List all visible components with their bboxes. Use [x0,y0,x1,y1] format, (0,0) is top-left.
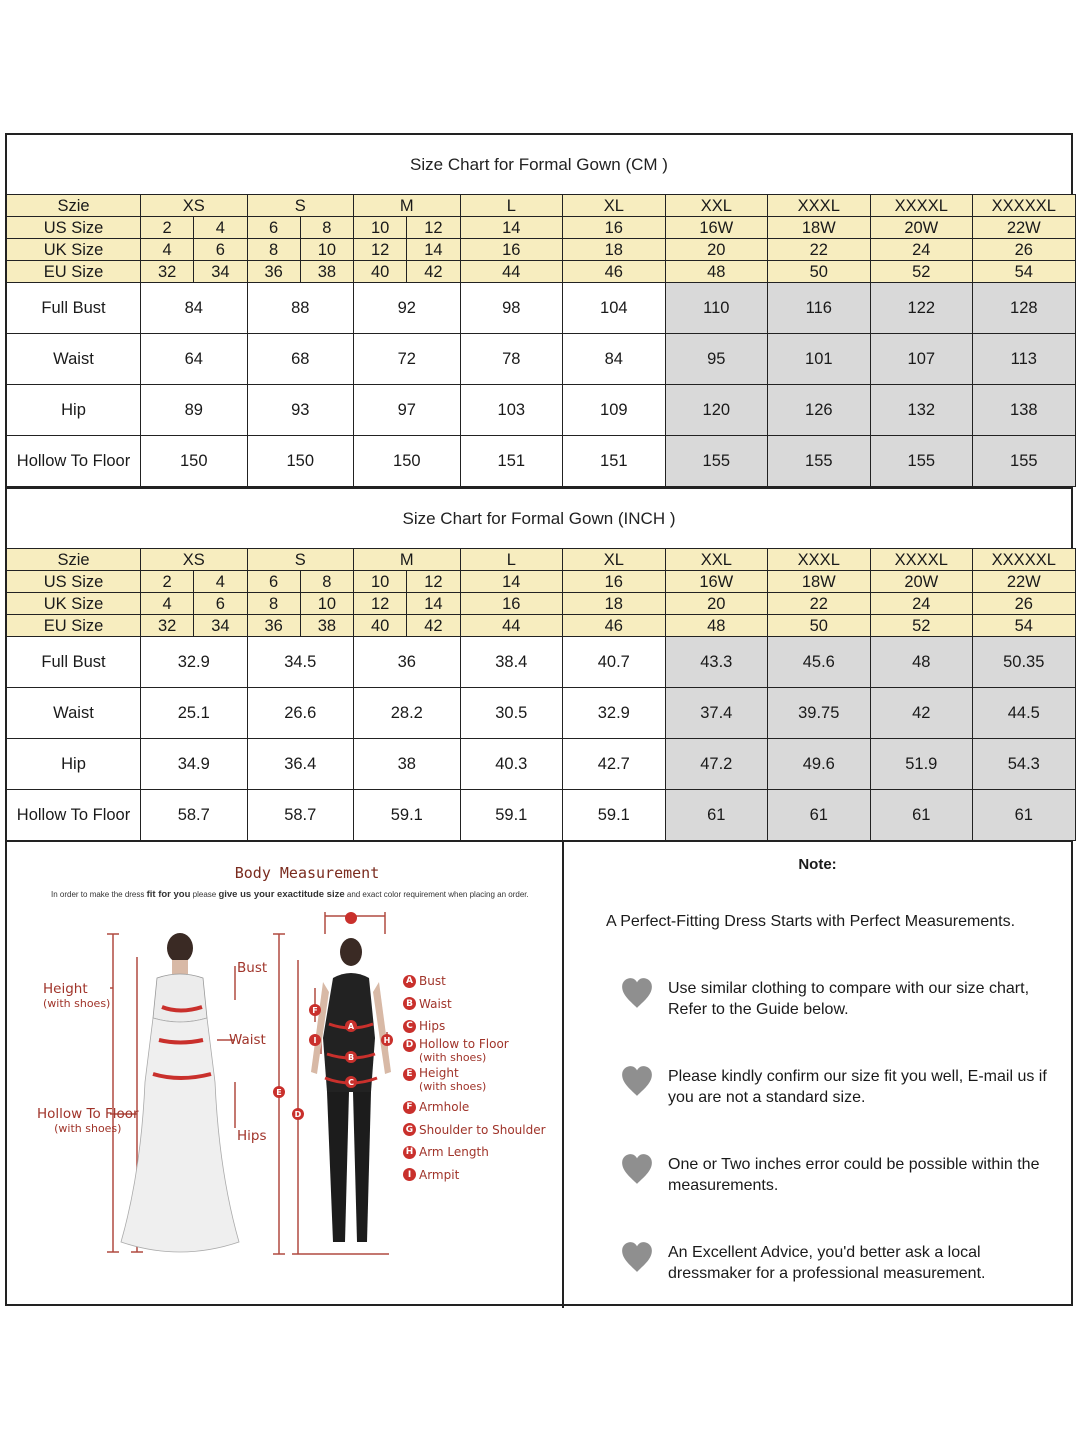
cm-size-table [6,194,1076,487]
measurement-value: 30.5 [460,688,563,739]
size-cell: 4 [141,239,194,261]
size-cell: 34 [194,615,247,637]
measurement-value: 122 [870,283,973,334]
measurement-value: 95 [665,334,768,385]
size-cell: XL [563,195,666,217]
svg-text:F: F [312,1006,318,1015]
legend-text: Bust [419,974,446,989]
size-cell: 24 [870,239,973,261]
size-cell: 46 [563,615,666,637]
measurement-value: 59.1 [563,790,666,841]
size-cell: 14 [460,571,563,593]
cm-chart-title: Size Chart for Formal Gown (CM ) [410,154,668,174]
svg-text:C: C [348,1078,354,1087]
measurement-label: Waist [7,334,141,385]
legend-item [403,970,546,993]
legend-item [403,1038,546,1067]
size-cell: 14 [460,217,563,239]
size-cell: 16W [665,571,768,593]
size-cell: 38 [300,615,353,637]
measurement-value: 58.7 [141,790,248,841]
size-cell: L [460,549,563,571]
size-cell: 8 [247,239,300,261]
measurement-value: 110 [665,283,768,334]
size-cell: XXXL [768,549,871,571]
size-header-row [7,217,1076,239]
body-measurement-subtitle: In order to make the dress fit for you please give us your exactitude size and exact color requirement when placing an order. [51,889,529,900]
measurement-value: 138 [973,385,1076,436]
measurement-row [7,436,1076,487]
size-cell: 20W [870,571,973,593]
measurement-label: Full Bust [7,283,141,334]
size-cell: 12 [354,593,407,615]
size-cell: 18W [768,217,871,239]
measurement-value: 120 [665,385,768,436]
row-label: EU Size [7,261,141,283]
row-label: EU Size [7,615,141,637]
size-cell: 24 [870,593,973,615]
size-header-row [7,195,1076,217]
legend-letter: G [403,1123,416,1136]
measurement-value: 26.6 [247,688,354,739]
size-cell: M [354,549,461,571]
size-cell: 16 [460,239,563,261]
size-cell: XXXXXL [973,195,1076,217]
size-header-row [7,615,1076,637]
measurement-row [7,283,1076,334]
size-cell: XXXXXL [973,549,1076,571]
measurement-value: 36.4 [247,739,354,790]
legend-letter: D [403,1039,416,1052]
size-cell: 42 [407,261,460,283]
size-cell: 26 [973,593,1076,615]
heart-icon [620,976,654,1010]
measurement-value: 32.9 [141,637,248,688]
measurement-value: 155 [870,436,973,487]
row-label: US Size [7,217,141,239]
size-cell: 2 [141,571,194,593]
measurement-label: Waist [7,688,141,739]
size-cell: 14 [407,239,460,261]
size-cell: 16 [563,571,666,593]
measurement-value: 34.5 [247,637,354,688]
size-cell: 36 [247,261,300,283]
measurement-label: Hip [7,385,141,436]
measurement-value: 89 [141,385,248,436]
size-cell: 22W [973,571,1076,593]
measurement-value: 61 [665,790,768,841]
size-cell: 8 [300,217,353,239]
size-cell: 40 [354,615,407,637]
measurement-value: 43.3 [665,637,768,688]
body-measurement-panel [7,842,564,1308]
size-cell: 10 [300,593,353,615]
size-cell: 48 [665,261,768,283]
measurement-value: 59.1 [354,790,461,841]
size-cell: 20 [665,593,768,615]
measurement-value: 64 [141,334,248,385]
measurement-value: 50.35 [973,637,1076,688]
size-cell: 4 [194,217,247,239]
legend-text: Shoulder to Shoulder [419,1122,546,1137]
size-cell: 20W [870,217,973,239]
size-cell: 10 [354,571,407,593]
note-item: One or Two inches error could be possible within the measurements. [668,1156,1040,1194]
measurement-value: 59.1 [460,790,563,841]
measurement-value: 47.2 [665,739,768,790]
measurement-value: 42 [870,688,973,739]
size-cell: 32 [141,261,194,283]
measurement-value: 38.4 [460,637,563,688]
inch-size-table [6,548,1076,841]
size-cell: 50 [768,261,871,283]
size-cell: XXXXL [870,549,973,571]
measurement-value: 61 [768,790,871,841]
size-cell: 8 [300,571,353,593]
measurement-value: 84 [141,283,248,334]
size-cell: 4 [194,571,247,593]
size-cell: 36 [247,615,300,637]
size-cell: 22 [768,593,871,615]
heart-icon [620,1064,654,1098]
size-cell: 6 [194,239,247,261]
measurement-value: 132 [870,385,973,436]
legend-text: Armhole [419,1100,470,1115]
bottom-panels [7,840,1071,1308]
bust-label: Bust [237,960,268,976]
legend-item [403,993,546,1016]
size-cell: 20 [665,239,768,261]
measurement-value: 48 [870,637,973,688]
note-item: Please kindly confirm our size fit you well, E-mail us if you are not a standard size. [668,1068,1047,1106]
legend-letter: F [403,1101,416,1114]
measurement-value: 116 [768,283,871,334]
measurement-value: 61 [870,790,973,841]
measurement-value: 54.3 [973,739,1076,790]
note-lead: A Perfect-Fitting Dress Starts with Perfect Measurements. [606,913,1016,930]
size-cell: 6 [194,593,247,615]
note-panel [564,842,1071,1308]
measurement-value: 93 [247,385,354,436]
measurement-value: 37.4 [665,688,768,739]
legend-letter: A [403,975,416,988]
size-cell: 54 [973,615,1076,637]
measurement-value: 36 [354,637,461,688]
size-cell: 12 [407,217,460,239]
measurement-value: 44.5 [973,688,1076,739]
size-cell: 50 [768,615,871,637]
measurement-value: 150 [141,436,248,487]
legend-item [403,1067,546,1096]
model2-head [340,938,362,966]
size-header-row [7,593,1076,615]
heart-icon [620,1152,654,1186]
note-item: An Excellent Advice, you'd better ask a local dressmaker for a professional measurement. [668,1244,986,1282]
legend-item [403,1118,546,1141]
measurement-value: 34.9 [141,739,248,790]
row-label: UK Size [7,593,141,615]
model-head [167,933,193,963]
size-cell: 18 [563,239,666,261]
measurement-value: 155 [768,436,871,487]
measurement-value: 72 [354,334,461,385]
measurement-label: Hip [7,739,141,790]
size-cell: XL [563,549,666,571]
measurement-value: 61 [973,790,1076,841]
size-cell: 8 [247,593,300,615]
measurement-value: 104 [563,283,666,334]
cm-section [7,135,1071,487]
size-header-row [7,549,1076,571]
measurement-row [7,688,1076,739]
size-cell: XXL [665,195,768,217]
measurement-row [7,739,1076,790]
size-cell: XXXXL [870,195,973,217]
row-label: Szie [7,549,141,571]
legend-letter: C [403,1020,416,1033]
legend-text: Hips [419,1019,446,1034]
svg-text:B: B [347,1053,355,1062]
legend-text: Height (with shoes) [419,1065,487,1093]
legend-text: Hollow to Floor (with shoes) [419,1036,509,1064]
measurement-value: 84 [563,334,666,385]
measurement-value: 92 [354,283,461,334]
measurement-value: 155 [973,436,1076,487]
size-cell: 46 [563,261,666,283]
measurement-value: 151 [460,436,563,487]
measurement-value: 25.1 [141,688,248,739]
measurement-value: 68 [247,334,354,385]
measurement-value: 58.7 [247,790,354,841]
size-cell: 16 [563,217,666,239]
measurement-value: 32.9 [563,688,666,739]
legend-letter: E [403,1068,416,1081]
size-cell: 48 [665,615,768,637]
legend-letter: H [403,1146,416,1159]
inch-section [7,487,1071,841]
size-cell: 10 [354,217,407,239]
legend-letter: I [403,1168,416,1181]
inch-chart-title: Size Chart for Formal Gown (INCH ) [402,508,676,528]
size-cell: 42 [407,615,460,637]
measurement-label: Hollow To Floor [7,790,141,841]
size-cell: XXXL [768,195,871,217]
measurement-value: 107 [870,334,973,385]
measurement-value: 128 [973,283,1076,334]
measurement-value: 88 [247,283,354,334]
size-cell: XS [141,195,248,217]
row-label: Szie [7,195,141,217]
size-cell: 14 [407,593,460,615]
measurement-value: 155 [665,436,768,487]
measurement-value: 150 [247,436,354,487]
measurement-value: 40.3 [460,739,563,790]
size-chart-sheet [5,133,1073,1306]
measurement-value: 40.7 [563,637,666,688]
legend-item [403,1164,546,1187]
measurement-value: 42.7 [563,739,666,790]
size-cell: 6 [247,217,300,239]
svg-text:D: D [294,1110,302,1119]
size-cell: S [247,549,354,571]
size-cell: 16W [665,217,768,239]
size-cell: XXL [665,549,768,571]
measurement-row [7,334,1076,385]
size-cell: L [460,195,563,217]
measurement-value: 28.2 [354,688,461,739]
measurement-value: 38 [354,739,461,790]
measurement-value: 45.6 [768,637,871,688]
hips-label: Hips [237,1128,267,1144]
svg-text:H: H [383,1036,391,1045]
size-cell: 2 [141,217,194,239]
measurement-label: Full Bust [7,637,141,688]
row-label: UK Size [7,239,141,261]
body-measurement-title: Body Measurement [234,864,380,882]
size-cell: 54 [973,261,1076,283]
legend-text: Armpit [419,1167,460,1182]
measurement-value: 39.75 [768,688,871,739]
size-cell: 34 [194,261,247,283]
legend-item [403,1096,546,1119]
size-header-row [7,571,1076,593]
size-cell: 52 [870,261,973,283]
size-cell: 6 [247,571,300,593]
size-cell: 12 [354,239,407,261]
measurement-value: 109 [563,385,666,436]
size-cell: M [354,195,461,217]
size-cell: 40 [354,261,407,283]
svg-text:E: E [276,1088,282,1097]
size-cell: 12 [407,571,460,593]
size-cell: 18 [563,593,666,615]
measurement-row [7,385,1076,436]
waist-label: Waist [229,1032,266,1048]
height-label: Height (with shoes) [43,981,111,1010]
size-cell: 44 [460,261,563,283]
measurement-value: 51.9 [870,739,973,790]
size-cell: 32 [141,615,194,637]
measurement-value: 113 [973,334,1076,385]
row-label: US Size [7,571,141,593]
legend-item [403,1015,546,1038]
measurement-value: 98 [460,283,563,334]
legend-letter: B [403,997,416,1010]
measurement-value: 97 [354,385,461,436]
heart-icon [620,1240,654,1274]
size-cell: 18W [768,571,871,593]
measurement-row [7,790,1076,841]
measurement-value: 49.6 [768,739,871,790]
size-cell: 4 [141,593,194,615]
legend-text: Waist [419,996,452,1011]
measurement-value: 126 [768,385,871,436]
size-header-row [7,261,1076,283]
measurement-value: 101 [768,334,871,385]
svg-text:A: A [347,1022,355,1031]
measurement-label: Hollow To Floor [7,436,141,487]
size-cell: 52 [870,615,973,637]
note-title: Note: [798,856,837,873]
legend-item [403,1141,546,1164]
measurement-value: 103 [460,385,563,436]
note-item: Use similar clothing to compare with our size chart, Refer to the Guide below. [668,980,1030,1018]
size-cell: 44 [460,615,563,637]
measurement-value: 78 [460,334,563,385]
size-cell: 38 [300,261,353,283]
size-cell: S [247,195,354,217]
size-header-row [7,239,1076,261]
size-cell: XS [141,549,248,571]
size-cell: 22 [768,239,871,261]
hollow-to-floor-label: Hollow To Floor (with shoes) [37,1106,139,1135]
measurement-row [7,637,1076,688]
size-cell: 16 [460,593,563,615]
measurement-value: 150 [354,436,461,487]
measurement-value: 151 [563,436,666,487]
measurement-legend [403,970,546,1186]
svg-text:I: I [313,1036,317,1045]
legend-text: Arm Length [419,1145,489,1160]
size-cell: 22W [973,217,1076,239]
size-cell: 10 [300,239,353,261]
size-cell: 26 [973,239,1076,261]
